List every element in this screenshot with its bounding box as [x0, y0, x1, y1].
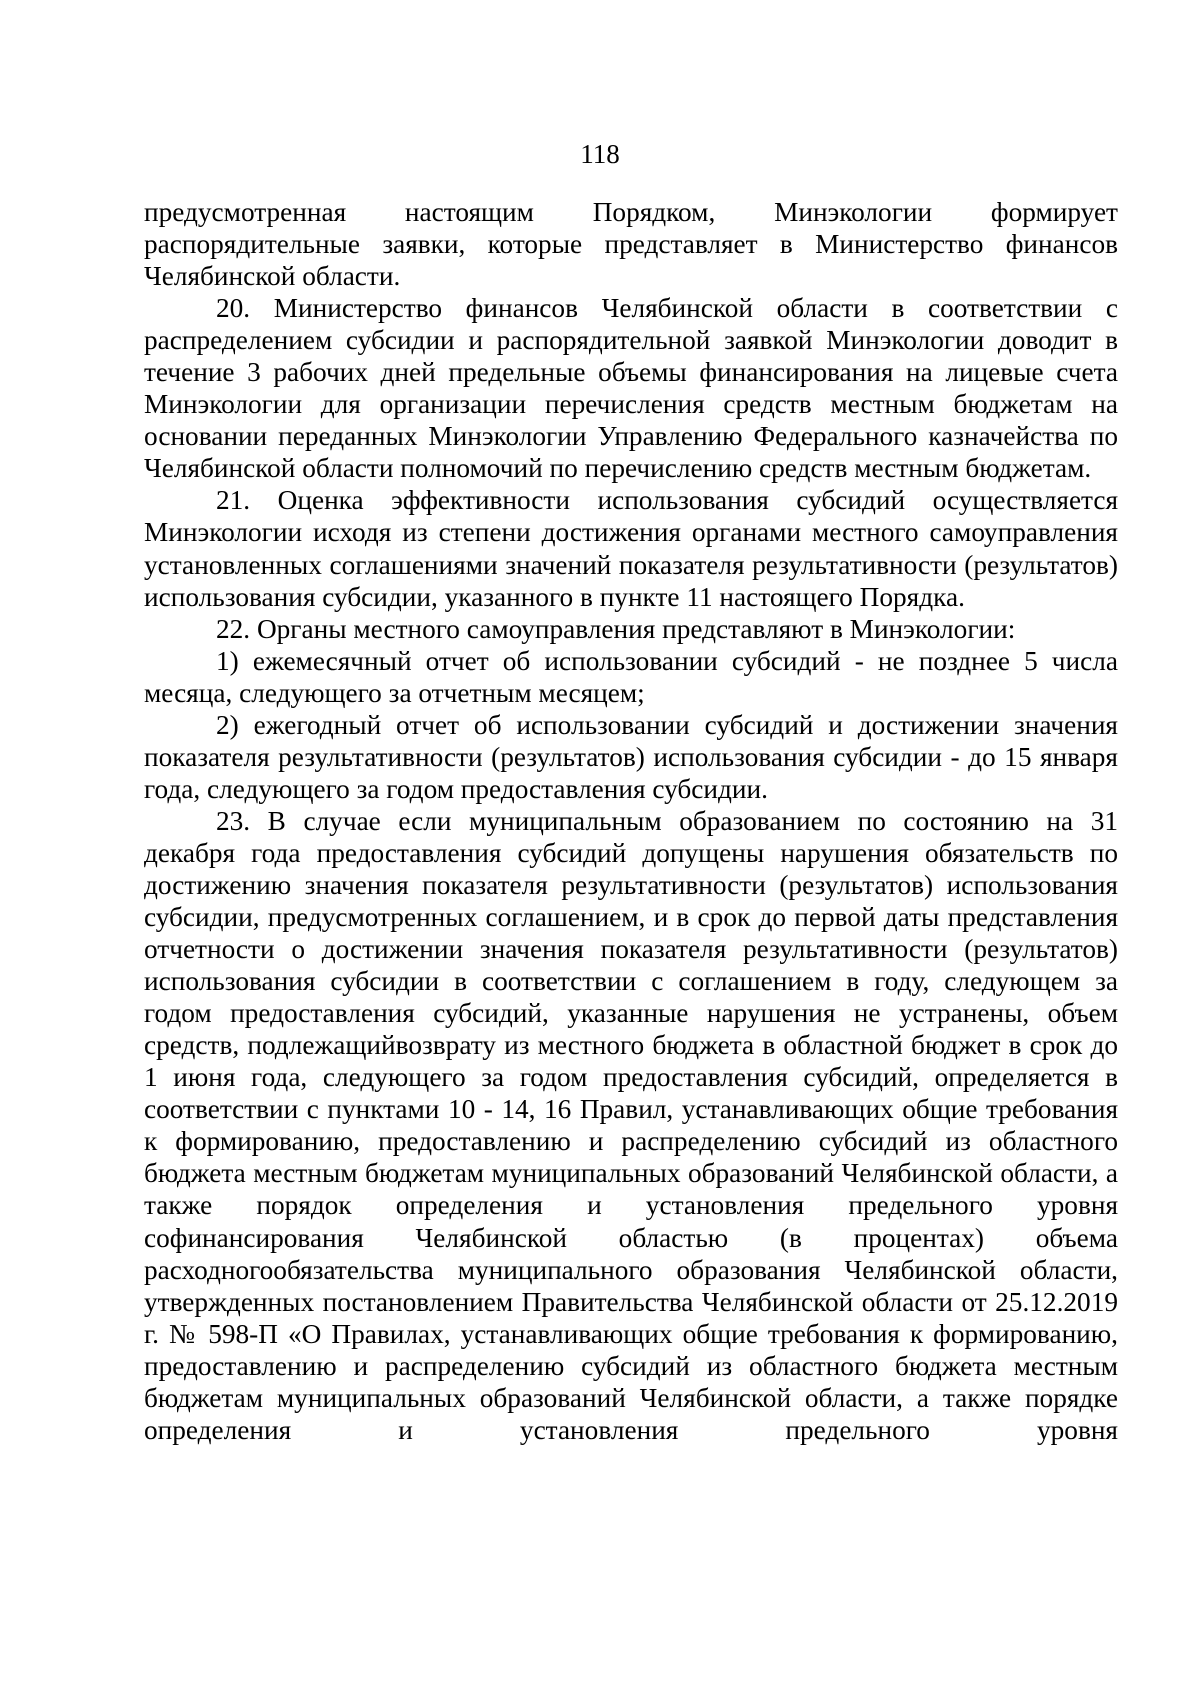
document-body [144, 196, 1118, 1446]
paragraph-21: 21. Оценка эффективности использования субсидий осуществляется Минэкологии исходя из степени достижения органами местного самоуправления установленных соглашениями значений показателя результативности (результатов) использования субсидии, указанного в пункте 11 настоящего Порядка. [144, 485, 1118, 612]
paragraph-22-item-2: 2) ежегодный отчет об использовании субсидий и достижении значения показателя результативности (результатов) использования субсидии - до 15 января года, следующего за годом предоставления субсидии. [144, 709, 1118, 804]
paragraph-22-item-1: 1) ежемесячный отчет об использовании субсидий - не позднее 5 числа месяца, следующего за отчетным месяцем; [144, 645, 1118, 708]
page-number: 118 [580, 139, 620, 169]
paragraph-continuation: предусмотренная настоящим Порядком, Минэкологии формирует распорядительные заявки, которые представляет в Министерство финансов Челябинской области. [144, 197, 1118, 292]
paragraph-23: 23. В случае если муниципальным образованием по состоянию на 31 декабря года предоставления субсидий допущены нарушения обязательств по достижению значения показателя результативности (результатов) использования субсидии, предусмотренных соглашением, и в срок до первой даты представления отчетности о достижении значения показателя результативности (результатов) использования субсидии в соответствии с соглашением в году, следующем за годом предоставления субсидий, указанные нарушения не устранены, объем средств, подлежащийвозврату из местного бюджета в областной бюджет в срок до 1 июня года, следующего за годом предоставления субсидий, определяется в соответствии с пунктами 10 - 14, 16 Правил, устанавливающих общие требования к формированию, предоставлению и распределению субсидий из областного бюджета местным бюджетам муниципальных образований Челябинской области, а также порядок определения и установления предельного уровня софинансирования Челябинской областью (в процентах) объема расходногообязательства муниципального образования Челябинской области, утвержденных постановлением Правительства Челябинской области от 25.12.2019 г. № 598-П «О Правилах, устанавливающих общие требования к формированию, предоставлению и распределению субсидий из областного бюджета местным бюджетам муниципальных образований Челябинской области, а также порядке определения и установления предельного уровня [144, 805, 1118, 1445]
paragraph-20: 20. Министерство финансов Челябинской области в соответствии с распределением субсидии и распорядительной заявкой Минэкологии доводит в течение 3 рабочих дней предельные объемы финансирования на лицевые счета Минэкологии для организации перечисления средств местным бюджетам на основании переданных Минэкологии Управлению Федерального казначейства по Челябинской области полномочий по перечислению средств местным бюджетам. [144, 293, 1118, 484]
paragraph-22: 22. Органы местного самоуправления представляют в Минэкологии: [216, 613, 1016, 644]
